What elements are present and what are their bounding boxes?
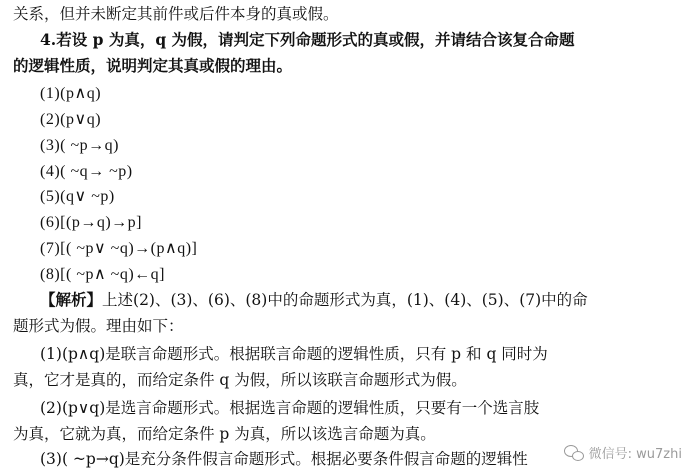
question-text-1: 若设 p 为真，q 为假，请判定下列命题形式的真或假，并请结合该复合命题 — [56, 30, 575, 49]
analysis-line-2: 题形式为假。理由如下： — [13, 317, 184, 335]
question-4-line-2: 的逻辑性质，说明判定其真或假的理由。 — [13, 56, 293, 75]
formula-item-5: (5)(q∨ ~p) — [40, 188, 115, 205]
formula-item-8: (8)[( ~p∧ ~q)←q] — [40, 266, 165, 283]
reason-1-line-1: (1)(p∧q)是联言命题形式。根据联言命题的逻辑性质，只有 p 和 q 同时为 — [40, 345, 548, 363]
formula-item-6: (6)[(p→q)→p] — [40, 214, 142, 231]
formula-item-7: (7)[( ~p∨ ~q)→(p∧q)] — [40, 240, 198, 257]
analysis-tag: 【解析】 — [40, 290, 103, 309]
formula-item-1: (1)(p∧q) — [40, 85, 102, 102]
question-4-line-1 — [40, 30, 575, 50]
formula-item-2: (2)(p∨q) — [40, 111, 102, 128]
reason-3-line-1: (3)( ~p→q)是充分条件假言命题形式。根据必要条件假言命题的逻辑性 — [40, 450, 528, 468]
watermark — [564, 443, 682, 462]
formula-item-4: (4)( ~q→ ~p) — [40, 163, 133, 180]
analysis-line-1 — [40, 290, 588, 310]
reason-2-line-1: (2)(p∨q)是选言命题形式。根据选言命题的逻辑性质，只要有一个选言肢 — [40, 399, 540, 417]
question-number: 4. — [40, 30, 57, 49]
watermark-text: 微信号: wu7zhi — [588, 447, 682, 462]
formula-item-3: (3)( ~p→q) — [40, 137, 119, 154]
analysis-text-1: 上述(2)、(3)、(6)、(8)中的命题形式为真，(1)、(4)、(5)、(7)中的命 — [102, 291, 588, 309]
wechat-icon — [564, 445, 584, 461]
reason-1-line-2: 真，它才是真的，而给定条件 q 为假，所以该联言命题形式为假。 — [13, 371, 467, 389]
reason-2-line-2: 为真，它就为真，而给定条件 p 为真，所以该选言命题为真。 — [13, 425, 436, 443]
prev-paragraph-end: 关系，但并未断定其前件或后件本身的真或假。 — [13, 5, 339, 23]
